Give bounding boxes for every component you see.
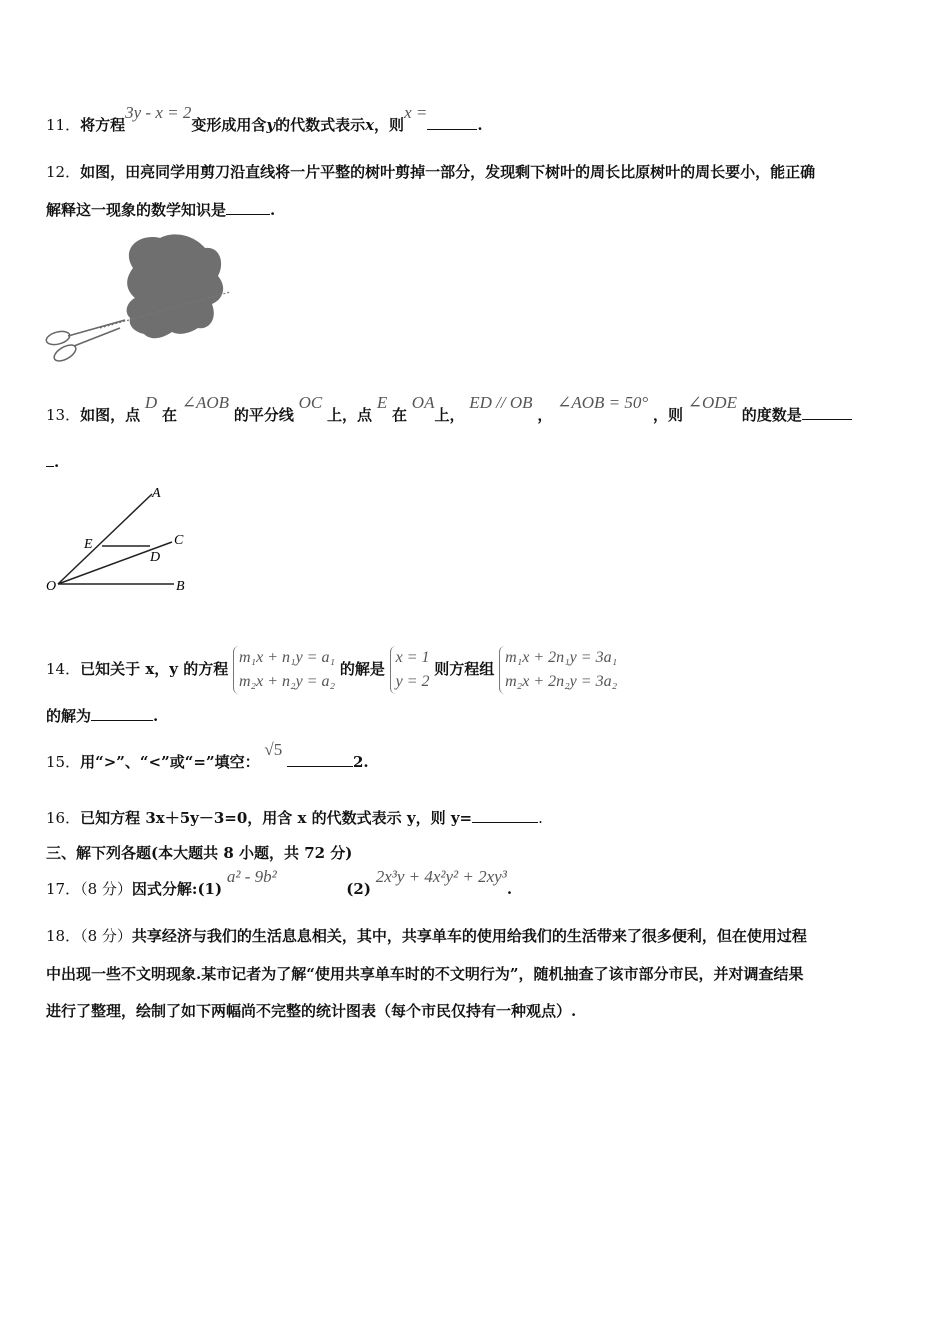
label-C: C [174,533,184,548]
system-3: m₁x + 2n₁y = 3a₁ m₂x + 2n₂y = 3a₂ [499,646,617,694]
leaf-shape [127,234,224,338]
answer-blank[interactable] [226,200,270,215]
label-A: A [152,486,161,501]
answer-blank[interactable] [91,706,153,721]
answer-blank[interactable] [472,808,538,823]
question-14: 14．已知关于 x，y 的方程 m₁x + n₁y = a₁ m₂x + n₂y = a₂ 的解是 x = 1 y = 2 则方程组 m₁x + 2n₁y = 3a₁ m₂x + 2n₂y = 3a₂ [46,646,617,694]
answer-blank[interactable] [802,405,852,420]
question-15: 15．用“>”、“<”或“=”填空： √5 2. [46,740,369,771]
angle-figure [40,478,210,598]
label-E: E [84,537,93,552]
answer-blank[interactable] [427,115,477,130]
question-11: 11．将方程3y - x = 2变形成用含y的代数式表示x，则x =. [46,103,483,134]
system-1: m₁x + n₁y = a₁ m₂x + n₂y = a₂ [233,646,335,694]
question-18-line2: 中出现一些不文明现象.某市记者为了解“使用共享单车时的不文明行为”，随机抽查了该市部分市民，并对调查结果 [46,965,804,983]
label-O: O [46,579,57,594]
label-B: B [176,579,185,594]
answer-blank-cont[interactable] [46,452,54,467]
question-18-line3: 进行了整理，绘制了如下两幅尚不完整的统计图表（每个市民仅持有一种观点）. [46,1002,577,1020]
equation: 3y - x = 2 [125,103,192,122]
question-14-line2: 的解为 . [46,707,159,725]
system-2: x = 1 y = 2 [390,646,430,694]
section-3-heading: 三、解下列各题(本大题共 8 小题，共 72 分) [46,844,353,862]
label-D: D [150,550,161,565]
answer-blank[interactable] [287,752,353,767]
scissors-icon [45,320,125,364]
q-number: 11． [46,116,81,134]
question-13-line2: . [46,452,59,472]
question-17: 17．（8 分）因式分解:(1) a² - 9b² (2) 2x³y + 4x²y² + 2xy³. [46,867,513,898]
leaf-scissors-figure [40,228,240,368]
ray-OA [58,494,152,584]
question-12: 12．如图，田亮同学用剪刀沿直线将一片平整的树叶剪掉一部分，发现剩下树叶的周长比原树叶的周长要小，能正确 [46,163,816,181]
question-16: 16．已知方程 3x＋5y－3=0，用含 x 的代数式表示 y，则 y= . [46,809,543,827]
question-13: 13．如图，点 D 在 ∠AOB 的平分线 OC 上，点 E 在 OA上， ED // OB ， ∠AOB = 50° ，则 ∠ODE 的度数是 [46,405,852,425]
question-18: 18．（8 分）共享经济与我们的生活息息相关，其中，共享单车的使用给我们的生活带来了很多便利，但在使用过程 [46,927,807,945]
question-12-line2: 解释这一现象的数学知识是 . [46,201,276,219]
